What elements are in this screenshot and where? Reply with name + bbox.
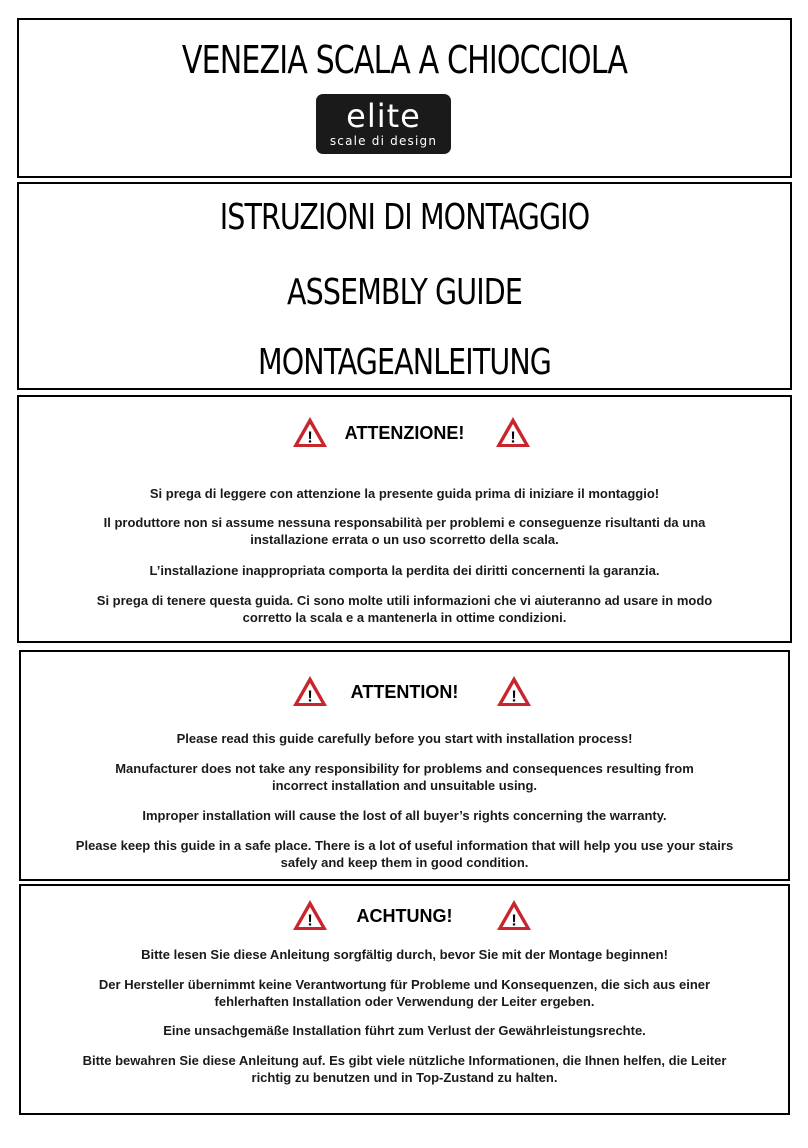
logo-tagline: scale di design: [329, 134, 438, 148]
warning-triangle-icon: [495, 674, 533, 708]
logo-word: elite: [346, 97, 421, 135]
warning-section-german: [19, 884, 790, 1115]
warning-header: [21, 898, 788, 934]
paragraph: Si prega di leggere con attenzione la presente guida prima di iniziare il montaggio!: [149, 486, 660, 501]
brand-logo: [316, 94, 451, 154]
svg-text:!: !: [511, 688, 517, 706]
warning-header: [19, 415, 790, 451]
warning-heading: ACHTUNG!: [356, 906, 453, 926]
svg-text:!: !: [511, 912, 517, 930]
paragraph: Manufacturer does not take any responsibility for problems and consequences resulting from incorrect installation and unsuitable using.: [115, 761, 694, 793]
paragraph: Si prega di tenere questa guida. Ci sono molte utili informazioni che vi aiuteranno ad usare in modo corretto la scala e a mantenerla in ottime condizioni.: [96, 593, 713, 625]
guide-title-german: MONTAGEANLEITUNG: [257, 342, 551, 383]
paragraph: Eine unsachgemäße Installation führt zum Verlust der Gewährleistungsrechte.: [163, 1023, 646, 1038]
paragraph: Der Hersteller übernimmt keine Verantwortung für Probleme und Konsequenzen, die sich aus einer fehlerhaften Installation oder Verwendung der Leiter ergeben.: [98, 977, 711, 1009]
svg-text:!: !: [307, 912, 313, 930]
svg-text:!: !: [307, 429, 313, 447]
paragraph: Please read this guide carefully before you start with installation process!: [176, 731, 633, 746]
warning-section-italian: [17, 395, 792, 643]
svg-text:!: !: [307, 688, 313, 706]
warning-section-english: [19, 650, 790, 881]
warning-heading: ATTENTION!: [350, 682, 459, 702]
svg-text:!: !: [510, 429, 516, 447]
paragraph: Il produttore non si assume nessuna responsabilità per problemi e conseguenze risultanti da una installazione errata o un uso scorretto della scala.: [103, 515, 706, 547]
guide-title-english: ASSEMBLY GUIDE: [287, 272, 522, 313]
warning-triangle-icon: [495, 898, 533, 932]
paragraph: Improper installation will cause the lost of all buyer’s rights concerning the warranty.: [142, 808, 667, 823]
warning-triangle-icon: [494, 415, 532, 449]
warning-header: [21, 674, 788, 710]
guide-title-italian: ISTRUZIONI DI MONTAGGIO: [219, 197, 590, 238]
document-title: VENEZIA SCALA A CHIOCCIOLA: [181, 38, 628, 82]
paragraph: Please keep this guide in a safe place. There is a lot of useful information that will help you use your stairs safely and keep them in good condition.: [75, 838, 734, 870]
guide-titles-box: [17, 182, 792, 390]
paragraph: Bitte lesen Sie diese Anleitung sorgfältig durch, bevor Sie mit der Montage beginnen!: [141, 947, 668, 962]
title-box: [17, 18, 792, 178]
paragraph: Bitte bewahren Sie diese Anleitung auf. Es gibt viele nützliche Informationen, die Ihnen helfen, die Leiter richtig zu benutzen und in Top-Zustand zu halten.: [82, 1053, 727, 1085]
warning-heading: ATTENZIONE!: [344, 423, 465, 443]
paragraph: L’installazione inappropriata comporta la perdita dei diritti concernenti la garanzia.: [149, 563, 660, 578]
